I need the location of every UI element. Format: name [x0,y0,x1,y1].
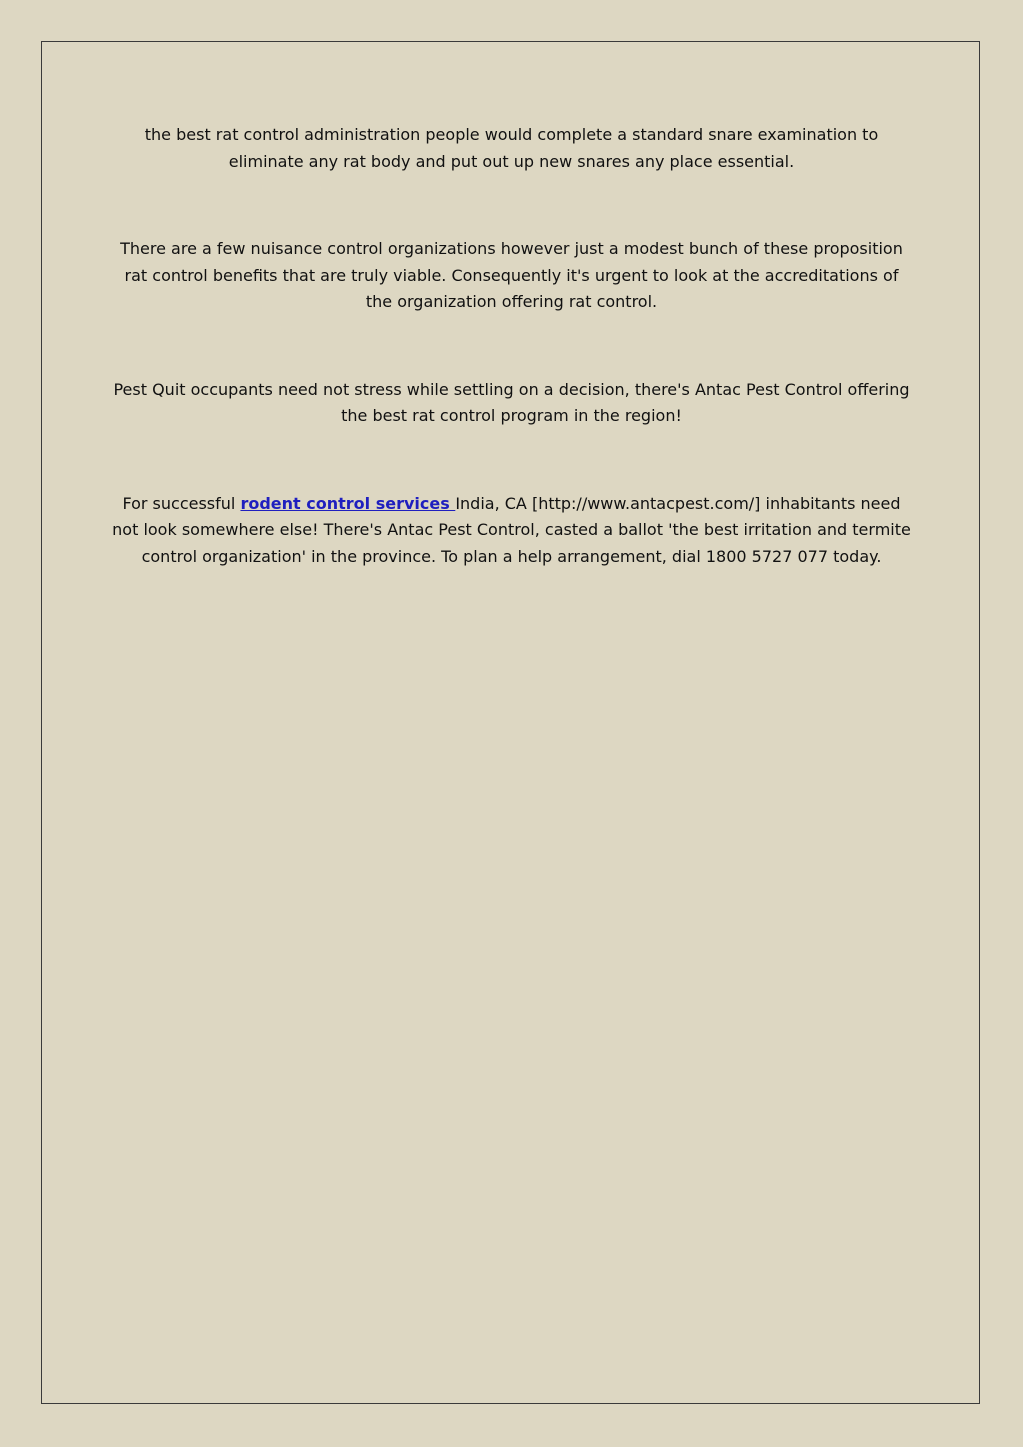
paragraph-1: the best rat control administration people would complete a standard snare examination to eliminate any rat body and put out up new snares any place essential. [144,125,879,171]
paragraph-4-suffix: India, CA [http://www.antacpest.com/] inhabitants need not look somewhere else! There's Antac Pest Control, casted a ballot 'the best irritation and termite control organization' in the province. To plan a help arrangement, dial 1800 5727 077 today. [112,493,911,566]
paragraph-3: Pest Quit occupants need not stress while settling on a decision, there's Antac Pest Control offering the best rat control program in the region! [113,379,910,425]
rodent-control-services-link[interactable]: rodent control services [240,493,456,513]
paragraph-2: There are a few nuisance control organizations however just a modest bunch of these proposition rat control benefits that are truly viable. Consequently it's urgent to look at the accreditations of the organization offering rat control. [120,239,903,311]
document-body [110,122,913,631]
paragraph-4-prefix: For successful [122,493,241,513]
paragraph-4 [110,491,913,571]
